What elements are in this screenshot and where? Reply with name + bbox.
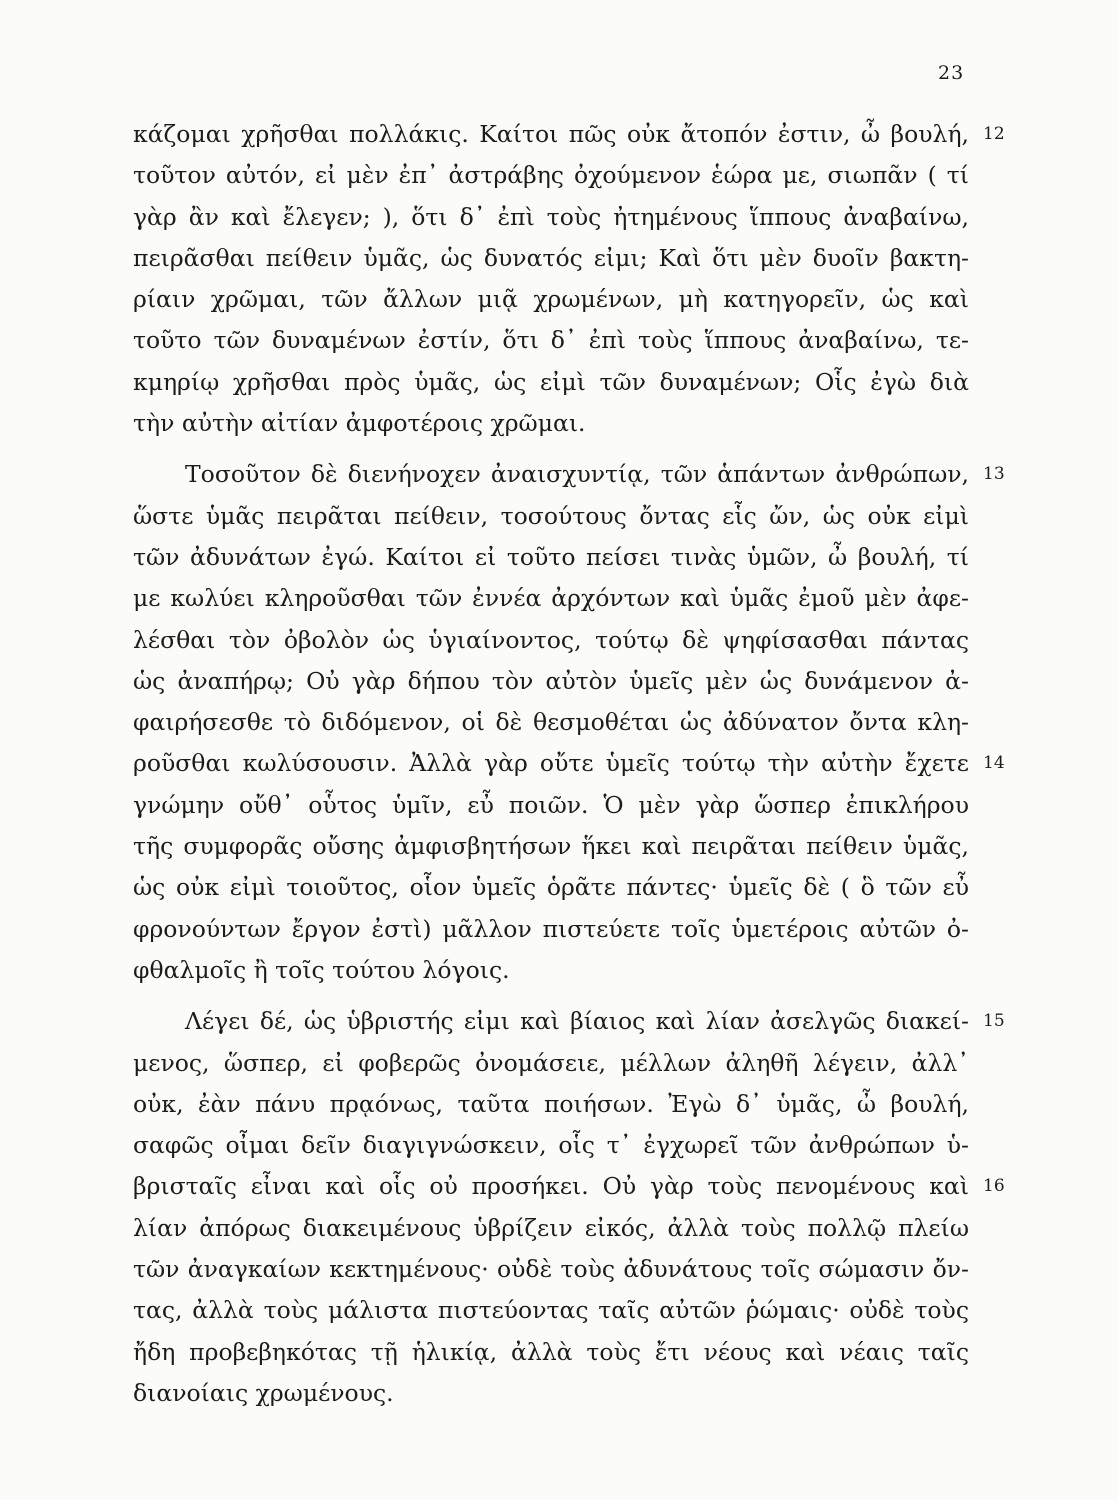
text-line xyxy=(133,826,969,867)
text-line xyxy=(133,1125,969,1166)
text-line xyxy=(133,197,969,238)
line-text: φθαλμοῖς ἢ τοῖς τούτου λόγοις. xyxy=(133,955,510,984)
line-text: φρονούντων ἔργον ἐστὶ) μᾶλλον πιστεύετε τοῖς ὑμετέροις αὐτῶν ὀ- xyxy=(133,914,969,943)
line-text: ρίαιν χρῶμαι, τῶν ἄλλων μιᾷ χρωμένων, μὴ κατηγορεῖν, ὡς καὶ xyxy=(133,285,969,314)
paragraph-gap xyxy=(133,991,969,1001)
line-text: γὰρ ἂν καὶ ἔλεγεν; ), ὅτι δ᾿ ἐπὶ τοὺς ἠτημένους ἵππους ἀναβαίνω, xyxy=(133,202,969,231)
text-line xyxy=(133,1290,969,1331)
line-text: ὡς ἀναπήρῳ; Οὐ γὰρ δήπου τὸν αὐτὸν ὑμεῖς μὲν ὡς δυνάμενον ἀ- xyxy=(133,666,969,695)
text-line xyxy=(133,320,969,361)
text-line xyxy=(133,785,969,826)
text-line xyxy=(133,1043,969,1084)
text-column xyxy=(133,114,1005,1414)
line-text: φαιρήσεσθε τὸ διδόμενον, οἱ δὲ θεσμοθέται ὡς ἀδύνατον ὄντα κλη- xyxy=(133,708,969,737)
paragraph-1 xyxy=(133,114,1005,444)
text-line xyxy=(133,496,969,537)
line-text: τῶν ἀναγκαίων κεκτημένους· οὐδὲ τοὺς ἀδυνάτους τοῖς σώμασιν ὄν- xyxy=(133,1255,969,1284)
line-text: μενος, ὥσπερ, εἰ φοβερῶς ὀνομάσειε, μέλλων ἀληθῆ λέγειν, ἀλλ᾿ xyxy=(133,1048,969,1077)
paragraph-3 xyxy=(133,1001,1005,1414)
section-number: 12 xyxy=(983,124,1005,144)
line-text: Λέγει δέ, ὡς ὑβριστής εἰμι καὶ βίαιος καὶ λίαν ἀσελγῶς διακεί- xyxy=(185,1007,969,1036)
line-text: διανοίαις χρωμένους. xyxy=(133,1378,394,1407)
text-line xyxy=(133,1001,1005,1042)
text-line xyxy=(133,1166,1005,1207)
line-text: κμηρίῳ χρῆσθαι πρὸς ὑμᾶς, ὡς εἰμὶ τῶν δυναμένων; Οἷς ἐγὼ διὰ xyxy=(133,367,969,396)
paragraph-2 xyxy=(133,454,1005,991)
section-number: 15 xyxy=(983,1011,1005,1032)
line-text: ἤδη προβεβηκότας τῇ ἡλικίᾳ, ἀλλὰ τοὺς ἔτι νέους καὶ νέαις ταῖς xyxy=(133,1337,969,1366)
text-line xyxy=(133,1332,969,1373)
page-number: 23 xyxy=(938,62,965,84)
text-line xyxy=(133,238,969,279)
line-text: τῶν ἀδυνάτων ἐγώ. Καίτοι εἰ τοῦτο πείσει τινὰς ὑμῶν, ὦ βουλή, τί xyxy=(133,542,969,571)
line-text: λέσθαι τὸν ὀβολὸν ὡς ὑγιαίνοντος, τούτῳ δὲ ψηφίσασθαι πάντας xyxy=(133,625,969,654)
section-number: 16 xyxy=(983,1176,1005,1197)
text-line xyxy=(133,1208,969,1249)
line-text: τοῦτο τῶν δυναμένων ἐστίν, ὅτι δ᾿ ἐπὶ τοὺς ἵππους ἀναβαίνω, τε- xyxy=(133,326,969,355)
line-text: Τοσοῦτον δὲ διενήνοχεν ἀναισχυντίᾳ, τῶν ἁπάντων ἀνθρώπων, xyxy=(185,460,969,489)
line-text: βρισταῖς εἶναι καὶ οἷς οὐ προσήκει. Οὐ γὰρ τοὺς πενομένους καὶ xyxy=(133,1172,969,1201)
section-number: 13 xyxy=(983,464,1005,485)
text-line xyxy=(133,114,1005,155)
text-line xyxy=(133,362,969,403)
text-line xyxy=(133,702,969,743)
text-line xyxy=(133,867,969,908)
line-text: τὴν αὐτὴν αἰτίαν ἀμφοτέροις χρῶμαι. xyxy=(133,409,586,438)
line-text: τῆς συμφορᾶς οὔσης ἀμφισβητήσων ἥκει καὶ πειρᾶται πείθειν ὑμᾶς, xyxy=(133,832,969,861)
text-line xyxy=(133,155,969,196)
text-line xyxy=(133,1249,969,1290)
line-text: γνώμην οὔθ᾿ οὗτος ὑμῖν, εὖ ποιῶν. Ὁ μὲν γὰρ ὥσπερ ἐπικλήρου xyxy=(133,790,969,819)
line-text: τας, ἀλλὰ τοὺς μάλιστα πιστεύοντας ταῖς αὐτῶν ῥώμαις· οὐδὲ τοὺς xyxy=(133,1296,969,1325)
text-line xyxy=(133,537,969,578)
line-text: λίαν ἀπόρως διακειμένους ὑβρίζειν εἰκός, ἀλλὰ τοὺς πολλῷ πλείω xyxy=(133,1213,969,1242)
text-line xyxy=(133,950,969,991)
line-text: οὐκ, ἐὰν πάνυ πρᾳόνως, ταῦτα ποιήσων. Ἐγὼ δ᾿ ὑμᾶς, ὦ βουλή, xyxy=(133,1089,969,1118)
text-line xyxy=(133,909,969,950)
text-line xyxy=(133,1373,969,1414)
text-line xyxy=(133,1084,969,1125)
text-line xyxy=(133,661,969,702)
line-text: πειρᾶσθαι πείθειν ὑμᾶς, ὡς δυνατός εἰμι; Καὶ ὅτι μὲν δυοῖν βακτη- xyxy=(133,243,969,272)
line-text: κάζομαι χρῆσθαι πολλάκις. Καίτοι πῶς οὐκ ἄτοπόν ἐστιν, ὦ βουλή, xyxy=(133,120,969,148)
text-line xyxy=(133,578,969,619)
text-line xyxy=(133,620,969,661)
line-text: ροῦσθαι κωλύσουσιν. Ἀλλὰ γὰρ οὔτε ὑμεῖς τούτῳ τὴν αὐτὴν ἔχετε xyxy=(133,749,969,778)
section-number: 14 xyxy=(983,753,1005,774)
line-text: σαφῶς οἶμαι δεῖν διαγιγνώσκειν, οἷς τ᾿ ἐγχωρεῖ τῶν ἀνθρώπων ὑ- xyxy=(133,1131,969,1160)
line-text: τοῦτον αὐτόν, εἰ μὲν ἐπ᾿ ἀστράβης ὀχούμενον ἑώρα με, σιωπᾶν ( τί xyxy=(133,161,969,190)
line-text: ὥστε ὑμᾶς πειρᾶται πείθειν, τοσούτους ὄντας εἷς ὤν, ὡς οὐκ εἰμὶ xyxy=(133,501,969,530)
text-line xyxy=(133,279,969,320)
text-line xyxy=(133,403,969,444)
line-text: ὡς οὐκ εἰμὶ τοιοῦτος, οἷον ὑμεῖς ὁρᾶτε πάντες· ὑμεῖς δὲ ( ὃ τῶν εὖ xyxy=(133,873,969,902)
text-line xyxy=(133,454,1005,495)
paragraph-gap xyxy=(133,444,969,454)
text-line xyxy=(133,743,1005,784)
line-text: με κωλύει κληροῦσθαι τῶν ἐννέα ἀρχόντων καὶ ὑμᾶς ἐμοῦ μὲν ἀφε- xyxy=(133,584,969,613)
